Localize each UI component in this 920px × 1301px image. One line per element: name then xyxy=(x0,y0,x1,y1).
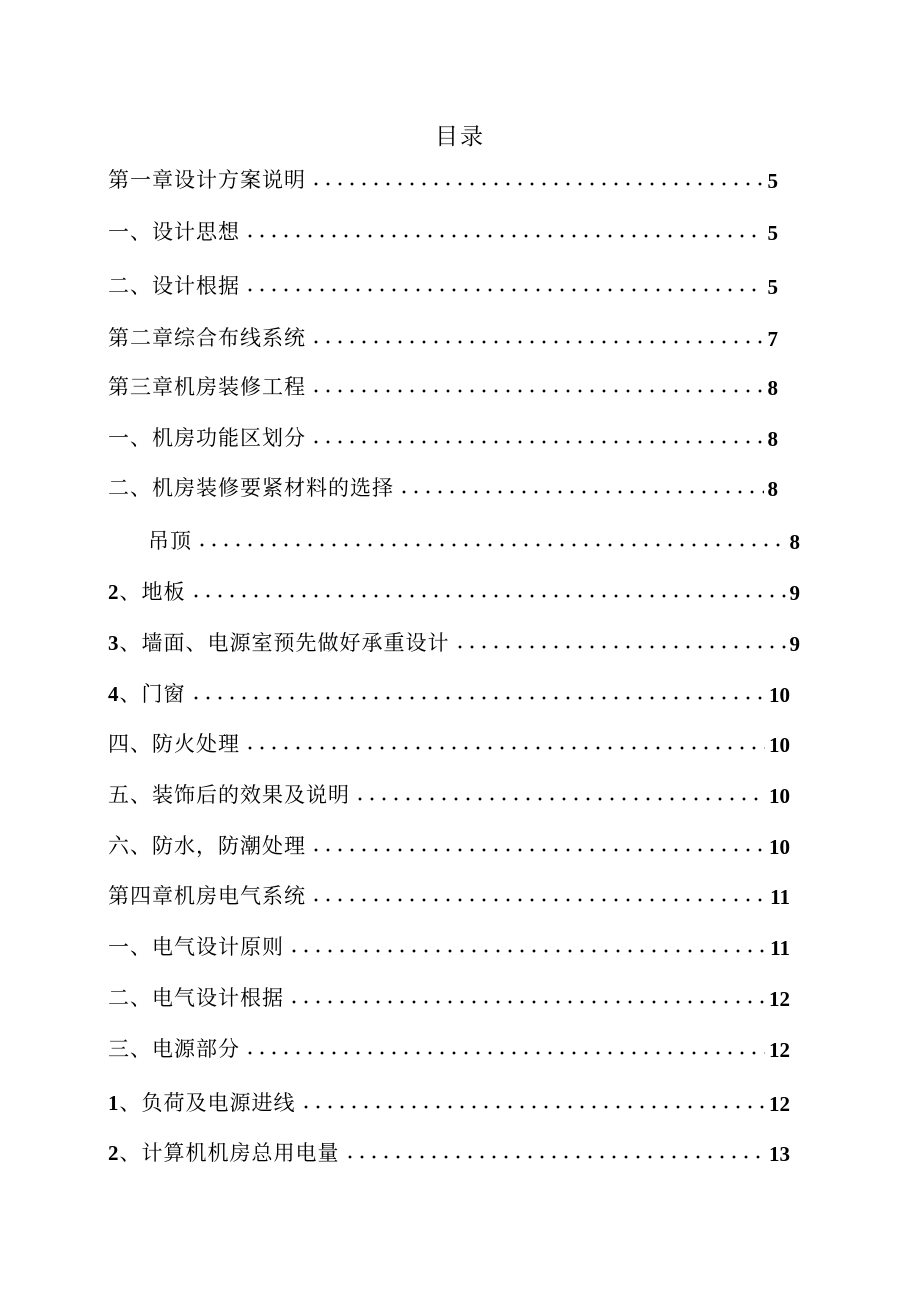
toc-entry-label: 四、防火处理 xyxy=(108,732,240,756)
toc-entry-text xyxy=(108,728,240,758)
toc-entry-page-number: 8 xyxy=(789,530,800,554)
toc-entry-page-number: 9 xyxy=(789,632,800,656)
toc-title: 目录 xyxy=(435,124,485,150)
toc-entry-text xyxy=(108,880,306,910)
toc-entry-label: 二、电气设计根据 xyxy=(108,986,284,1010)
toc-entry-text xyxy=(108,830,306,860)
dot-leader xyxy=(244,233,764,239)
toc-entry-text xyxy=(108,931,284,961)
toc-entry-text xyxy=(108,779,350,809)
toc-entry[interactable] xyxy=(108,978,790,1012)
toc-entry-page-number: 7 xyxy=(767,327,778,351)
toc-entry[interactable] xyxy=(108,876,790,910)
toc-entry[interactable] xyxy=(108,468,778,502)
toc-entry[interactable] xyxy=(108,623,800,657)
toc-entry-text xyxy=(108,678,186,708)
toc-entry[interactable] xyxy=(108,1133,790,1167)
toc-entry-label: 一、设计思想 xyxy=(108,220,240,244)
dot-leader xyxy=(310,181,764,187)
toc-entry-page-number: 5 xyxy=(767,275,778,299)
toc-entry-text xyxy=(108,422,306,452)
toc-entry-page-number: 8 xyxy=(767,427,778,451)
toc-entry[interactable] xyxy=(108,367,778,401)
dot-leader xyxy=(300,1104,766,1110)
toc-entry[interactable] xyxy=(108,775,790,809)
dot-leader xyxy=(310,847,765,853)
dot-leader xyxy=(244,1050,765,1056)
toc-entry[interactable] xyxy=(108,1029,790,1063)
toc-entry[interactable] xyxy=(108,160,778,194)
toc-entry-number: 1 xyxy=(108,1091,120,1115)
toc-entry-number: 2 xyxy=(108,580,120,604)
toc-entry-text xyxy=(108,216,240,246)
toc-entry-page-number: 12 xyxy=(769,987,790,1011)
dot-leader xyxy=(196,542,786,548)
toc-entry-text xyxy=(108,576,186,606)
toc-entry[interactable] xyxy=(108,1083,790,1117)
toc-entry-text xyxy=(108,371,306,401)
toc-entry-text xyxy=(108,1033,240,1063)
toc-entry-label: 第二章综合布线系统 xyxy=(108,326,306,350)
toc-entry-label: 、门窗 xyxy=(119,682,186,706)
toc-entry-label: 、地板 xyxy=(119,580,186,604)
toc-entry-text xyxy=(108,164,306,194)
toc-entry-page-number: 10 xyxy=(769,733,790,757)
toc-entry-label: 第三章机房装修工程 xyxy=(108,375,306,399)
toc-entry-label: 第一章设计方案说明 xyxy=(108,168,306,192)
toc-entry-text xyxy=(108,472,394,502)
toc-entry-text xyxy=(108,322,306,352)
toc-entry-page-number: 9 xyxy=(789,581,800,605)
toc-entry[interactable] xyxy=(108,674,790,708)
dot-leader xyxy=(310,439,764,445)
dot-leader xyxy=(190,695,766,701)
toc-entry-label: 、墙面、电源室预先做好承重设计 xyxy=(119,631,450,655)
toc-entry-label: 、负荷及电源进线 xyxy=(119,1091,296,1115)
dot-leader xyxy=(398,489,764,495)
toc-entry-label: 六、防水，防潮处理 xyxy=(108,834,306,858)
toc-entry[interactable] xyxy=(108,927,790,961)
toc-entry-page-number: 11 xyxy=(770,936,790,960)
dot-leader xyxy=(454,644,786,650)
dot-leader xyxy=(190,593,786,599)
toc-entry[interactable] xyxy=(108,418,778,452)
toc-entry-page-number: 8 xyxy=(767,376,778,400)
toc-entry-text xyxy=(148,525,192,555)
toc-entry[interactable] xyxy=(108,266,778,300)
toc-entry[interactable] xyxy=(148,521,800,555)
toc-entry[interactable] xyxy=(108,826,790,860)
dot-leader xyxy=(344,1154,766,1160)
toc-entry-page-number: 11 xyxy=(770,885,790,909)
dot-leader xyxy=(288,999,765,1005)
toc-entry-page-number: 10 xyxy=(769,683,790,707)
dot-leader xyxy=(310,897,766,903)
toc-entry-page-number: 10 xyxy=(769,784,790,808)
toc-entry-page-number: 12 xyxy=(769,1038,790,1062)
toc-entry-text xyxy=(108,627,450,657)
dot-leader xyxy=(354,796,765,802)
toc-entry[interactable] xyxy=(108,318,778,352)
toc-entry[interactable] xyxy=(108,212,778,246)
toc-entry[interactable] xyxy=(108,724,790,758)
dot-leader xyxy=(244,287,764,293)
toc-entry-text xyxy=(108,1087,296,1117)
toc-entry-text xyxy=(108,270,240,300)
toc-entry-label: 一、电气设计原则 xyxy=(108,935,284,959)
toc-entry-label: 三、电源部分 xyxy=(108,1037,240,1061)
toc-entry-page-number: 5 xyxy=(767,169,778,193)
toc-entry-label: 第四章机房电气系统 xyxy=(108,884,306,908)
dot-leader xyxy=(310,388,764,394)
dot-leader xyxy=(244,745,765,751)
toc-entry-label: 二、设计根据 xyxy=(108,274,240,298)
toc-entry-label: 吊顶 xyxy=(148,529,192,553)
toc-entry-page-number: 10 xyxy=(769,835,790,859)
toc-entry-label: 一、机房功能区划分 xyxy=(108,426,306,450)
toc-entry-label: 、计算机机房总用电量 xyxy=(119,1141,340,1165)
toc-entry-number: 4 xyxy=(108,682,120,706)
toc-entry-page-number: 12 xyxy=(769,1092,790,1116)
toc-entry-number: 3 xyxy=(108,631,120,655)
toc-entry-page-number: 13 xyxy=(769,1142,790,1166)
toc-entry-number: 2 xyxy=(108,1141,120,1165)
toc-entry-label: 二、机房装修要紧材料的选择 xyxy=(108,476,394,500)
toc-entry-text xyxy=(108,1137,340,1167)
dot-leader xyxy=(288,948,766,954)
dot-leader xyxy=(310,339,764,345)
toc-entry-label: 五、装饰后的效果及说明 xyxy=(108,783,350,807)
toc-entry[interactable] xyxy=(108,572,800,606)
toc-entry-page-number: 5 xyxy=(767,221,778,245)
toc-entry-page-number: 8 xyxy=(767,477,778,501)
toc-entry-text xyxy=(108,982,284,1012)
